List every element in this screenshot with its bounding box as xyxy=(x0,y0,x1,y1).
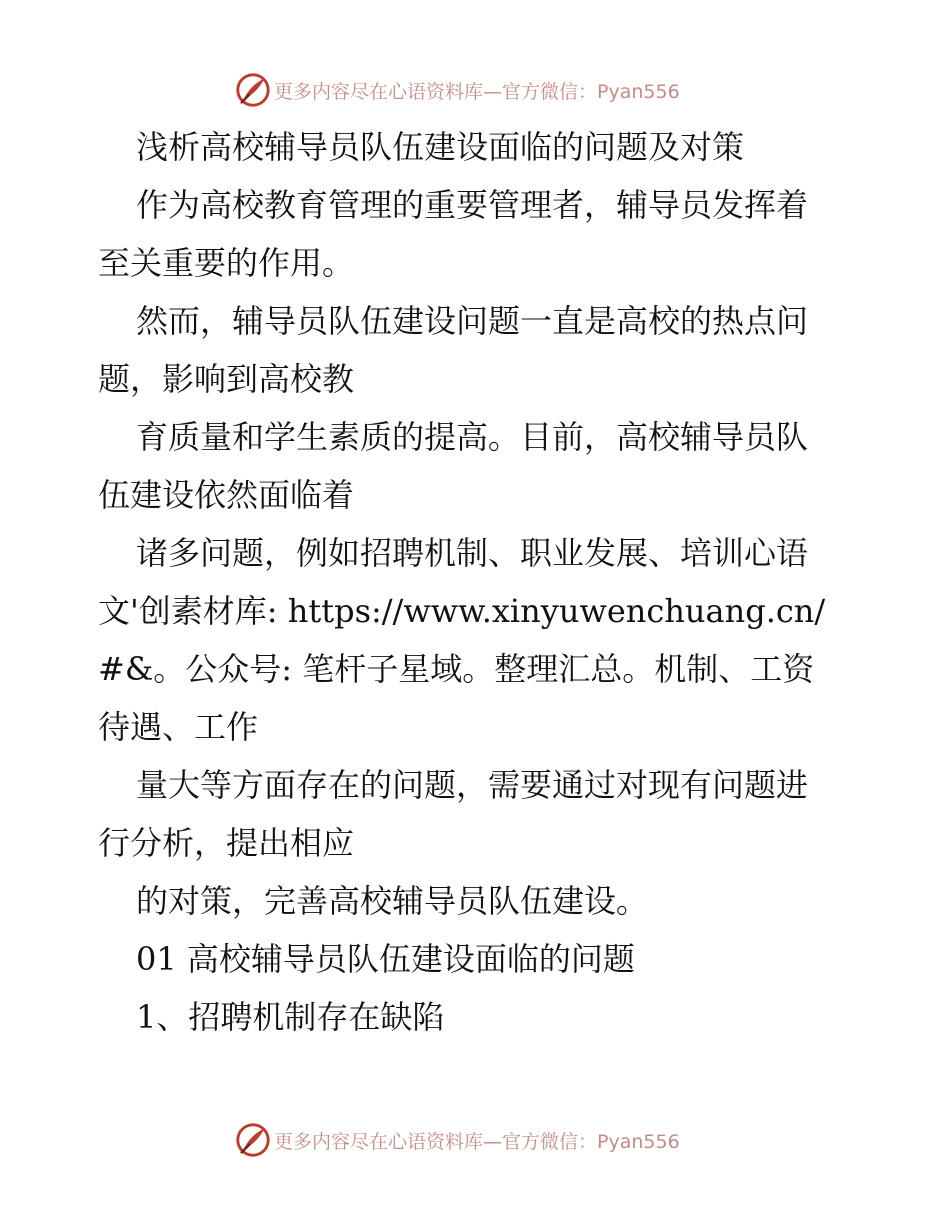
document-title: 浅析高校辅导员队伍建设面临的问题及对策 xyxy=(136,128,745,166)
header-watermark-banner xyxy=(234,70,680,110)
paragraph-line: 的对策，完善高校辅导员队伍建设。 xyxy=(136,882,649,920)
feather-pen-logo-icon xyxy=(234,71,272,109)
paragraph-line: 诸多问题，例如招聘机制、职业发展、培训心语 xyxy=(136,534,809,572)
document-body xyxy=(98,118,858,1046)
paragraph-line: #&。公众号: 笔杆子星域。整理汇总。机制、工资 xyxy=(98,650,815,688)
paragraph-line: 育质量和学生素质的提高。目前，高校辅导员队 xyxy=(136,418,809,456)
feather-pen-logo-icon xyxy=(234,1121,272,1159)
paragraph-line: 伍建设依然面临着 xyxy=(98,476,355,514)
paragraph-line: 量大等方面存在的问题，需要通过对现有问题进 xyxy=(136,766,809,804)
header-watermark-text: 更多内容尽在心语资料库—官方微信：Pyan556 xyxy=(274,80,680,103)
paragraph-line: 行分析，提出相应 xyxy=(98,824,355,862)
paragraph-line: 作为高校教育管理的重要管理者，辅导员发挥着 xyxy=(136,186,809,224)
footer-watermark-banner xyxy=(234,1120,680,1160)
paragraph-line: 待遇、工作 xyxy=(98,708,259,746)
paragraph-line: 文'创素材库: https://www.xinyuwenchuang.cn/ xyxy=(98,592,826,630)
paragraph-line: 题，影响到高校教 xyxy=(98,360,355,398)
section-heading: 01 高校辅导员队伍建设面临的问题 xyxy=(136,940,635,978)
paragraph-line: 然而，辅导员队伍建设问题一直是高校的热点问 xyxy=(136,302,809,340)
footer-watermark-text: 更多内容尽在心语资料库—官方微信：Pyan556 xyxy=(274,1130,680,1153)
subsection-heading: 1、招聘机制存在缺陷 xyxy=(136,998,445,1036)
paragraph-line: 至关重要的作用。 xyxy=(98,244,355,282)
